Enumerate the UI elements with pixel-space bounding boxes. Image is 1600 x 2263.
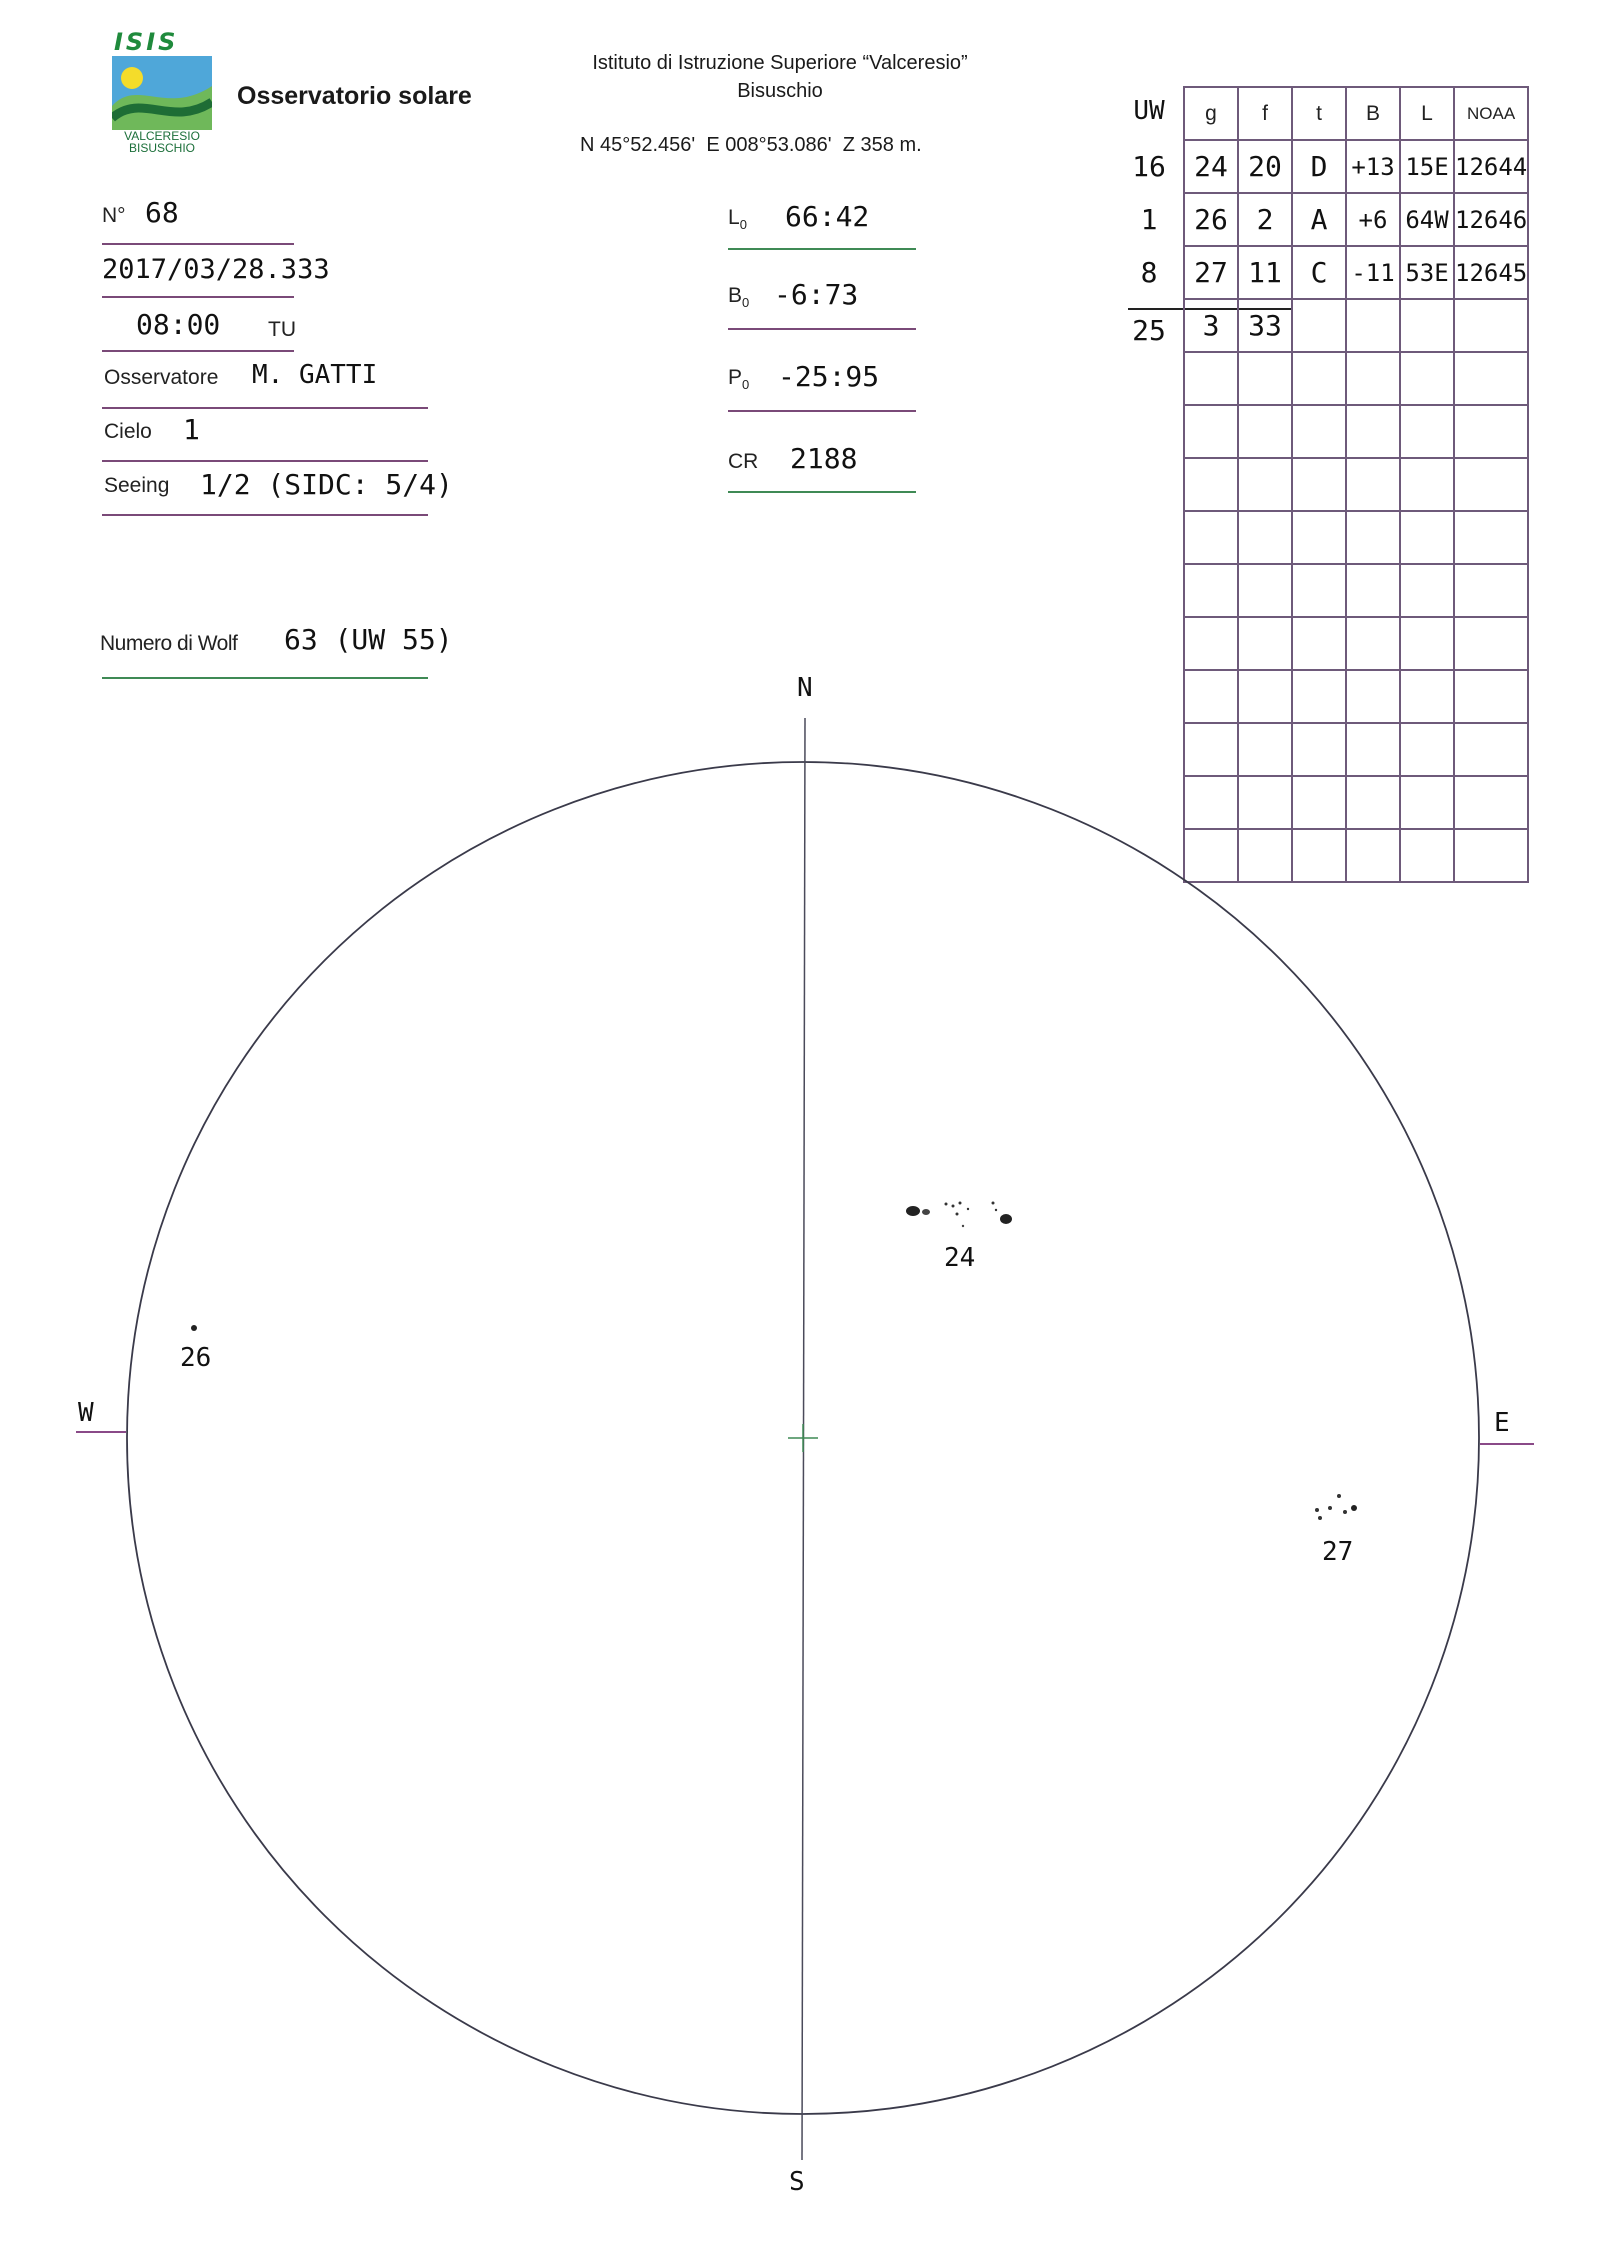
cell: A — [1292, 193, 1346, 246]
l0-value: 66:42 — [785, 200, 870, 233]
cell: 53E — [1400, 246, 1454, 299]
sunspot-group-27 — [1315, 1494, 1357, 1520]
sunspot-group-26 — [191, 1325, 197, 1331]
uw-header: UW — [1133, 96, 1165, 126]
cell: 12646 — [1454, 193, 1528, 246]
observation-date: 2017/03/28.333 — [102, 254, 330, 285]
west-label: W — [78, 1398, 94, 1428]
logo-subtitle-1: VALCERESIO — [124, 129, 200, 143]
group-label-26: 26 — [180, 1343, 212, 1373]
sky-value: 1 — [183, 413, 200, 446]
cell: 64W — [1400, 193, 1454, 246]
p0-label: $P_0$ — [728, 366, 750, 393]
cell: C — [1292, 246, 1346, 299]
group-label-24: 24 — [944, 1243, 976, 1273]
altitude: Z 358 m. — [842, 134, 922, 156]
col-g: g — [1184, 87, 1238, 140]
observatory-title: Osservatorio solare — [237, 82, 472, 110]
group-label-27: 27 — [1322, 1537, 1354, 1567]
east-label: E — [1494, 1408, 1510, 1438]
uw-row-3: 8 — [1140, 256, 1158, 289]
seeing-value: 1/2 (SIDC: 5/4) — [200, 468, 453, 501]
cell: 12644 — [1454, 140, 1528, 193]
longitude: E 008°53.086' — [706, 134, 832, 156]
col-l: L — [1400, 87, 1454, 140]
total-g: 3 — [1184, 299, 1238, 352]
number-label: N° — [102, 204, 126, 227]
logo-subtitle-2: BISUSCHIO — [128, 141, 195, 155]
cell: D — [1292, 140, 1346, 193]
cr-label: CR — [728, 450, 759, 473]
logo-word: ISIS — [114, 28, 179, 56]
observer-label: Osservatore — [104, 366, 219, 389]
col-b: B — [1346, 87, 1400, 140]
cell: 27 — [1184, 246, 1238, 299]
latitude: N 45°52.456' — [580, 134, 696, 156]
uw-total: 25 — [1132, 314, 1166, 347]
cell: 11 — [1238, 246, 1292, 299]
uw-row-2: 1 — [1140, 203, 1158, 236]
cell: 15E — [1400, 140, 1454, 193]
south-label: S — [789, 2167, 805, 2197]
col-noaa: NOAA — [1454, 87, 1528, 140]
b0-value: -6:73 — [774, 278, 859, 311]
sky-label: Cielo — [104, 420, 152, 443]
cr-value: 2188 — [790, 442, 858, 475]
institute-name: Istituto di Istruzione Superiore “Valceresio” — [592, 52, 968, 74]
seeing-label: Seeing — [104, 474, 170, 497]
l0-label: $L_0$ — [728, 206, 747, 233]
cell: +6 — [1346, 193, 1400, 246]
b0-label: $B_0$ — [728, 284, 750, 311]
wolf-value: 63 (UW 55) — [284, 623, 453, 656]
observer-name: M. GATTI — [252, 360, 378, 390]
time-unit: TU — [268, 318, 296, 341]
cell: 2 — [1238, 193, 1292, 246]
p0-value: -25:95 — [778, 360, 880, 393]
cell: 12645 — [1454, 246, 1528, 299]
col-f: f — [1238, 87, 1292, 140]
cell: 24 — [1184, 140, 1238, 193]
sunspot-group-24 — [906, 1202, 1012, 1228]
cell: -11 — [1346, 246, 1400, 299]
record-number: 68 — [145, 196, 179, 229]
cell: 26 — [1184, 193, 1238, 246]
observation-time: 08:00 — [136, 308, 221, 341]
wolf-label: Numero di Wolf — [100, 632, 238, 655]
cell: +13 — [1346, 140, 1400, 193]
col-t: t — [1292, 87, 1346, 140]
uw-row-1: 16 — [1132, 150, 1166, 183]
cell: 20 — [1238, 140, 1292, 193]
total-f: 33 — [1238, 299, 1292, 352]
institute-town: Bisuschio — [737, 80, 823, 102]
north-label: N — [797, 673, 813, 703]
